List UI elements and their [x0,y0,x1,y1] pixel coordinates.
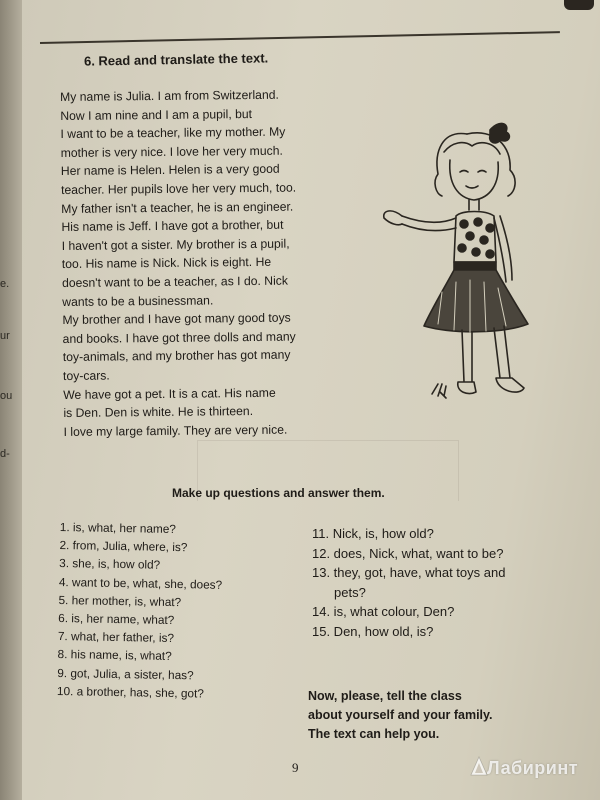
question-item: 2. from, Julia, where, is? [59,538,188,555]
top-rule [40,31,560,44]
page-number: 9 [292,760,299,775]
question-item: 1. is, what, her name? [59,519,177,537]
story-line: toy-cars. [62,368,110,383]
watermark-text: Лабиринт [487,758,579,778]
question-item: 3. she, is, how old? [59,556,161,573]
page-corner-mark [564,0,594,10]
question-item: 5. her mother, is, what? [58,592,182,609]
question-item: 10. a brother, has, she, got? [56,683,205,701]
labirint-logo-icon [469,755,489,777]
story-line: teacher. Her pupils love her very much, too. [60,180,297,197]
story-line: His name is Jeff. I have got a brother, but [61,217,284,235]
story-line: wants to be a businessman. [62,292,214,309]
story-line: doesn't want to be a teacher, as I do. Nick [61,273,289,290]
story-line: My brother and I have got many good toys [62,310,291,328]
question-item: 12. does, Nick, what, want to be? [312,545,504,561]
margin-fragment: ur [0,330,10,342]
adjacent-page-strip [0,0,22,800]
margin-fragment: ou [0,390,13,402]
question-item: 15. Den, how old, is? [312,623,434,639]
story-line: too. His name is Nick. Nick is eight. He [61,255,272,272]
question-item: 8. his name, is, what? [57,647,172,664]
story-text [60,85,364,441]
girl-illustration [372,112,572,417]
story-line: I want to be a teacher, like my mother. My [60,124,286,142]
margin-fragment: d- [0,448,10,460]
story-line: Her name is Helen. Helen is a very good [60,162,280,179]
question-item: 13. they, got, have, what toys and [312,565,506,580]
question-item: 9. got, Julia, a sister, has? [57,665,194,682]
story-line: My name is Julia. I am from Switzerland. [60,87,279,104]
story-line: is Den. Den is white. He is thirteen. [63,404,254,421]
exercise-heading: 6. Read and translate the text. [83,50,269,69]
questions-column-2 [312,524,592,641]
closing-line: about yourself and your family. [308,708,493,722]
question-item: 4. want to be, what, she, does? [58,574,223,592]
story-line: I love my large family. They are very nice. [63,422,288,439]
question-item: 7. what, her father, is? [57,629,175,646]
question-item: 6. is, her name, what? [58,611,175,628]
story-line: Now I am nine and I am a pupil, but [60,106,253,123]
closing-line: The text can help you. [308,727,440,741]
book-page [22,0,600,800]
questions-column-1 [57,518,310,704]
story-line: mother is very nice. I love her very much. [60,143,283,160]
story-line: I haven't got a sister. My brother is a pupil, [61,236,290,253]
margin-fragment: e. [0,278,10,290]
question-item: 11. Nick, is, how old? [312,526,434,541]
closing-line: Now, please, tell the class [308,689,462,703]
question-item-continued: pets? [334,584,366,600]
story-line: My father isn't a teacher, he is an engineer. [61,199,294,216]
question-item: 14. is, what colour, Den? [312,604,455,619]
closing-instruction [308,687,578,744]
story-line: toy-animals, and my brother has got many [62,347,291,365]
questions-heading: Make up questions and answer them. [172,486,385,500]
story-line: We have got a pet. It is a cat. His name [63,385,276,402]
story-line: and books. I have got three dolls and many [62,329,296,346]
